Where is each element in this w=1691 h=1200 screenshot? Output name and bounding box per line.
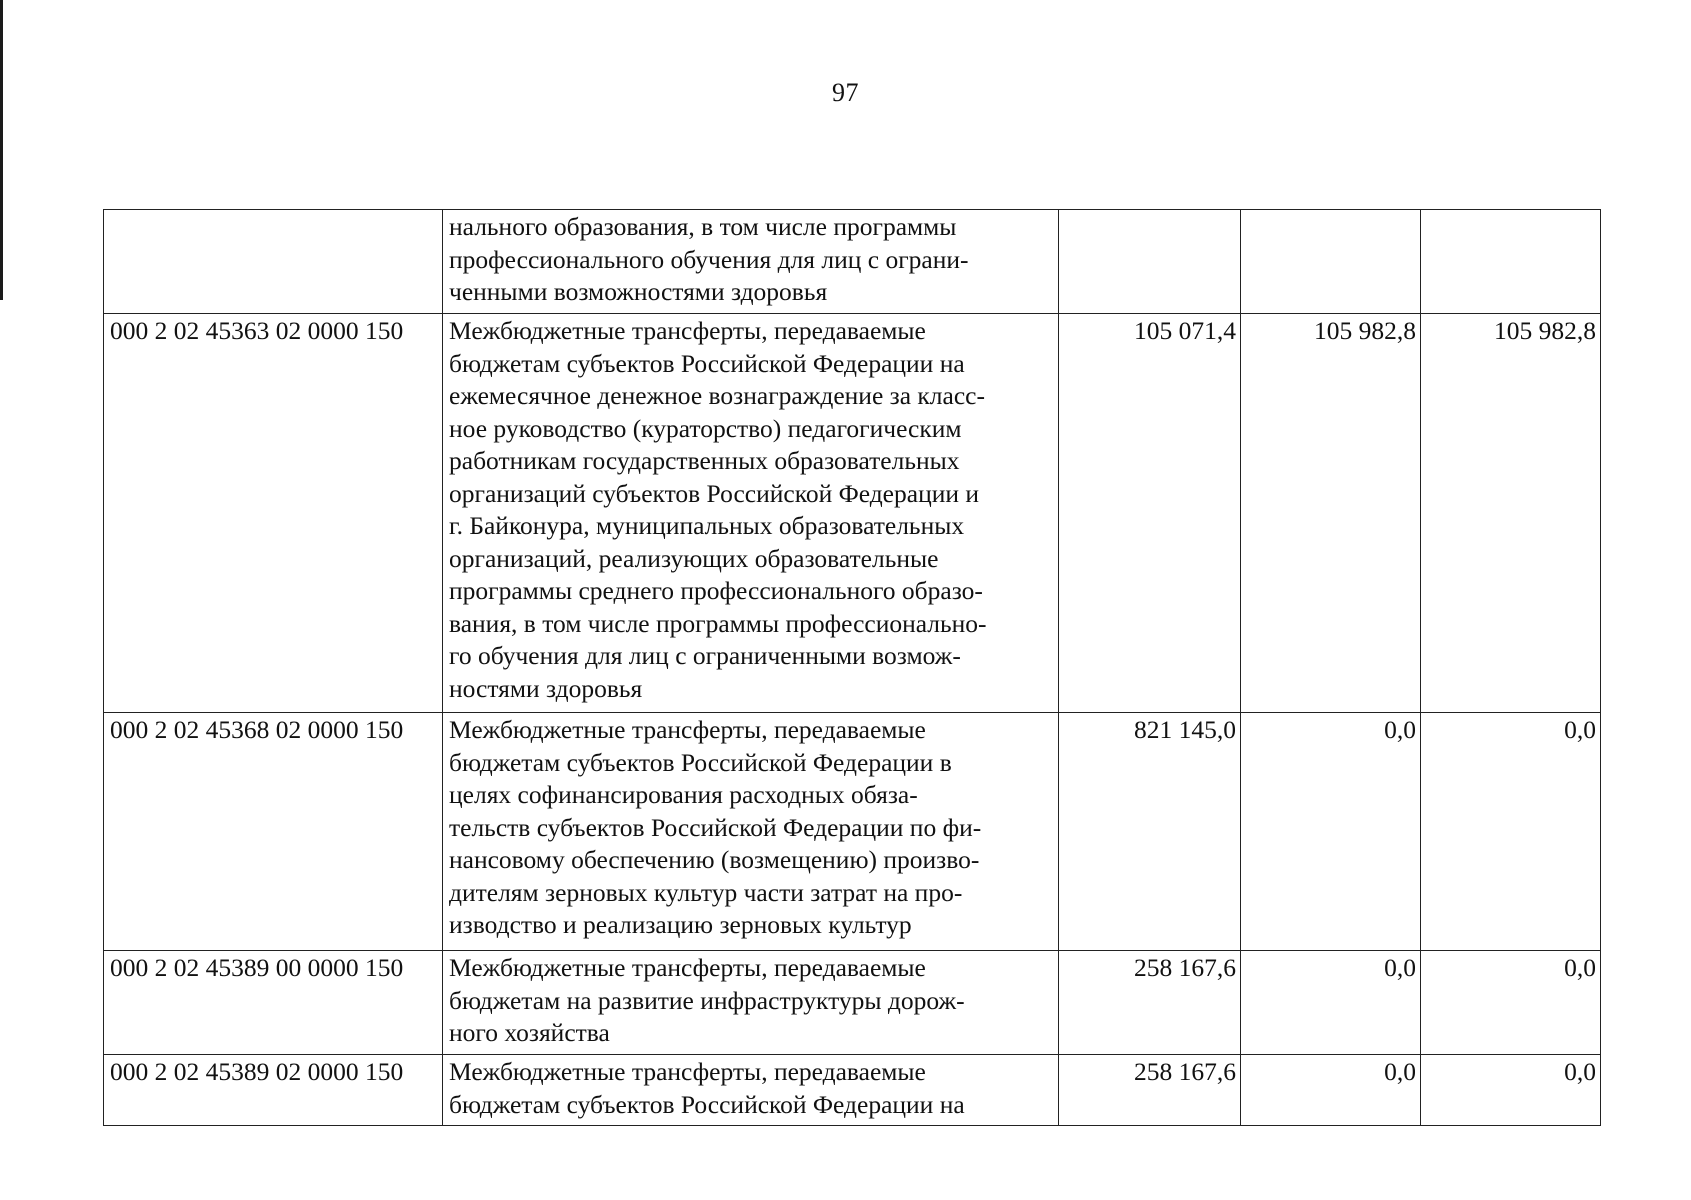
value-year-2 (1241, 210, 1421, 314)
description-line: работникам государственных образовательных (449, 446, 960, 475)
description-line: целях софинансирования расходных обяза- (449, 780, 918, 809)
scan-edge-mark (0, 0, 3, 300)
table-row (104, 713, 1601, 951)
description-line: ченными возможностями здоровья (449, 277, 828, 306)
description (443, 951, 1059, 1055)
description-line: программы среднего профессионального образо- (449, 576, 983, 605)
description-line: ностями здоровья (449, 673, 643, 703)
budget-table-body (104, 210, 1601, 1126)
description-line: Межбюджетные трансферты, передаваемые (449, 1057, 926, 1086)
description-line: бюджетам субъектов Российской Федерации на (449, 348, 965, 378)
description (443, 1055, 1059, 1126)
value-year-1: 821 145,0 (1059, 713, 1241, 951)
value-year-1: 258 167,6 (1059, 951, 1241, 1055)
value-year-2: 0,0 (1241, 1055, 1421, 1126)
description-line: дителям зерновых культур части затрат на про- (449, 877, 963, 907)
description (443, 210, 1059, 314)
description-line: нансовому обеспечению (возмещению) произво- (449, 845, 980, 874)
value-year-1 (1059, 210, 1241, 314)
description-line: бюджетам субъектов Российской Федерации на (449, 1089, 965, 1119)
description (443, 314, 1059, 713)
description-line: ное руководство (кураторство) педагогическим (449, 413, 962, 443)
value-year-2: 0,0 (1241, 713, 1421, 951)
budget-code: 000 2 02 45368 02 0000 150 (104, 713, 443, 951)
description-line: тельств субъектов Российской Федерации по фи- (449, 812, 982, 842)
budget-code (104, 210, 443, 314)
description (443, 713, 1059, 951)
value-year-2: 0,0 (1241, 951, 1421, 1055)
value-year-1: 258 167,6 (1059, 1055, 1241, 1126)
description-line: нального образования, в том числе программы (449, 212, 957, 241)
value-year-3: 0,0 (1421, 1055, 1601, 1126)
description-line: Межбюджетные трансферты, передаваемые (449, 953, 926, 982)
value-year-2: 105 982,8 (1241, 314, 1421, 713)
table-row (104, 210, 1601, 314)
description-line: го обучения для лиц с ограниченными возмож- (449, 641, 961, 670)
description-line: ного хозяйства (449, 1018, 610, 1047)
description-line: организаций субъектов Российской Федерации и (449, 478, 980, 508)
description-line: профессионального обучения для лиц с ограни- (449, 244, 969, 274)
description-line: Межбюджетные трансферты, передаваемые (449, 715, 926, 744)
page-number: 97 (832, 78, 859, 107)
budget-table (103, 209, 1601, 1126)
budget-code: 000 2 02 45363 02 0000 150 (104, 314, 443, 713)
description-line: изводство и реализацию зерновых культур (449, 910, 912, 939)
budget-code: 000 2 02 45389 02 0000 150 (104, 1055, 443, 1126)
value-year-3: 0,0 (1421, 951, 1601, 1055)
description-line: бюджетам субъектов Российской Федерации в (449, 747, 952, 777)
description-line: вания, в том числе программы профессионально- (449, 608, 987, 638)
value-year-1: 105 071,4 (1059, 314, 1241, 713)
table-row (104, 1055, 1601, 1126)
description-line: Межбюджетные трансферты, передаваемые (449, 316, 926, 345)
value-year-3 (1421, 210, 1601, 314)
description-line: ежемесячное денежное вознаграждение за класс- (449, 381, 985, 410)
budget-code: 000 2 02 45389 00 0000 150 (104, 951, 443, 1055)
value-year-3: 105 982,8 (1421, 314, 1601, 713)
description-line: организаций, реализующих образовательные (449, 543, 939, 573)
value-year-3: 0,0 (1421, 713, 1601, 951)
table-row (104, 314, 1601, 713)
description-line: бюджетам на развитие инфраструктуры дорож- (449, 985, 965, 1015)
description-line: г. Байконура, муниципальных образовательных (449, 511, 965, 540)
table-row (104, 951, 1601, 1055)
